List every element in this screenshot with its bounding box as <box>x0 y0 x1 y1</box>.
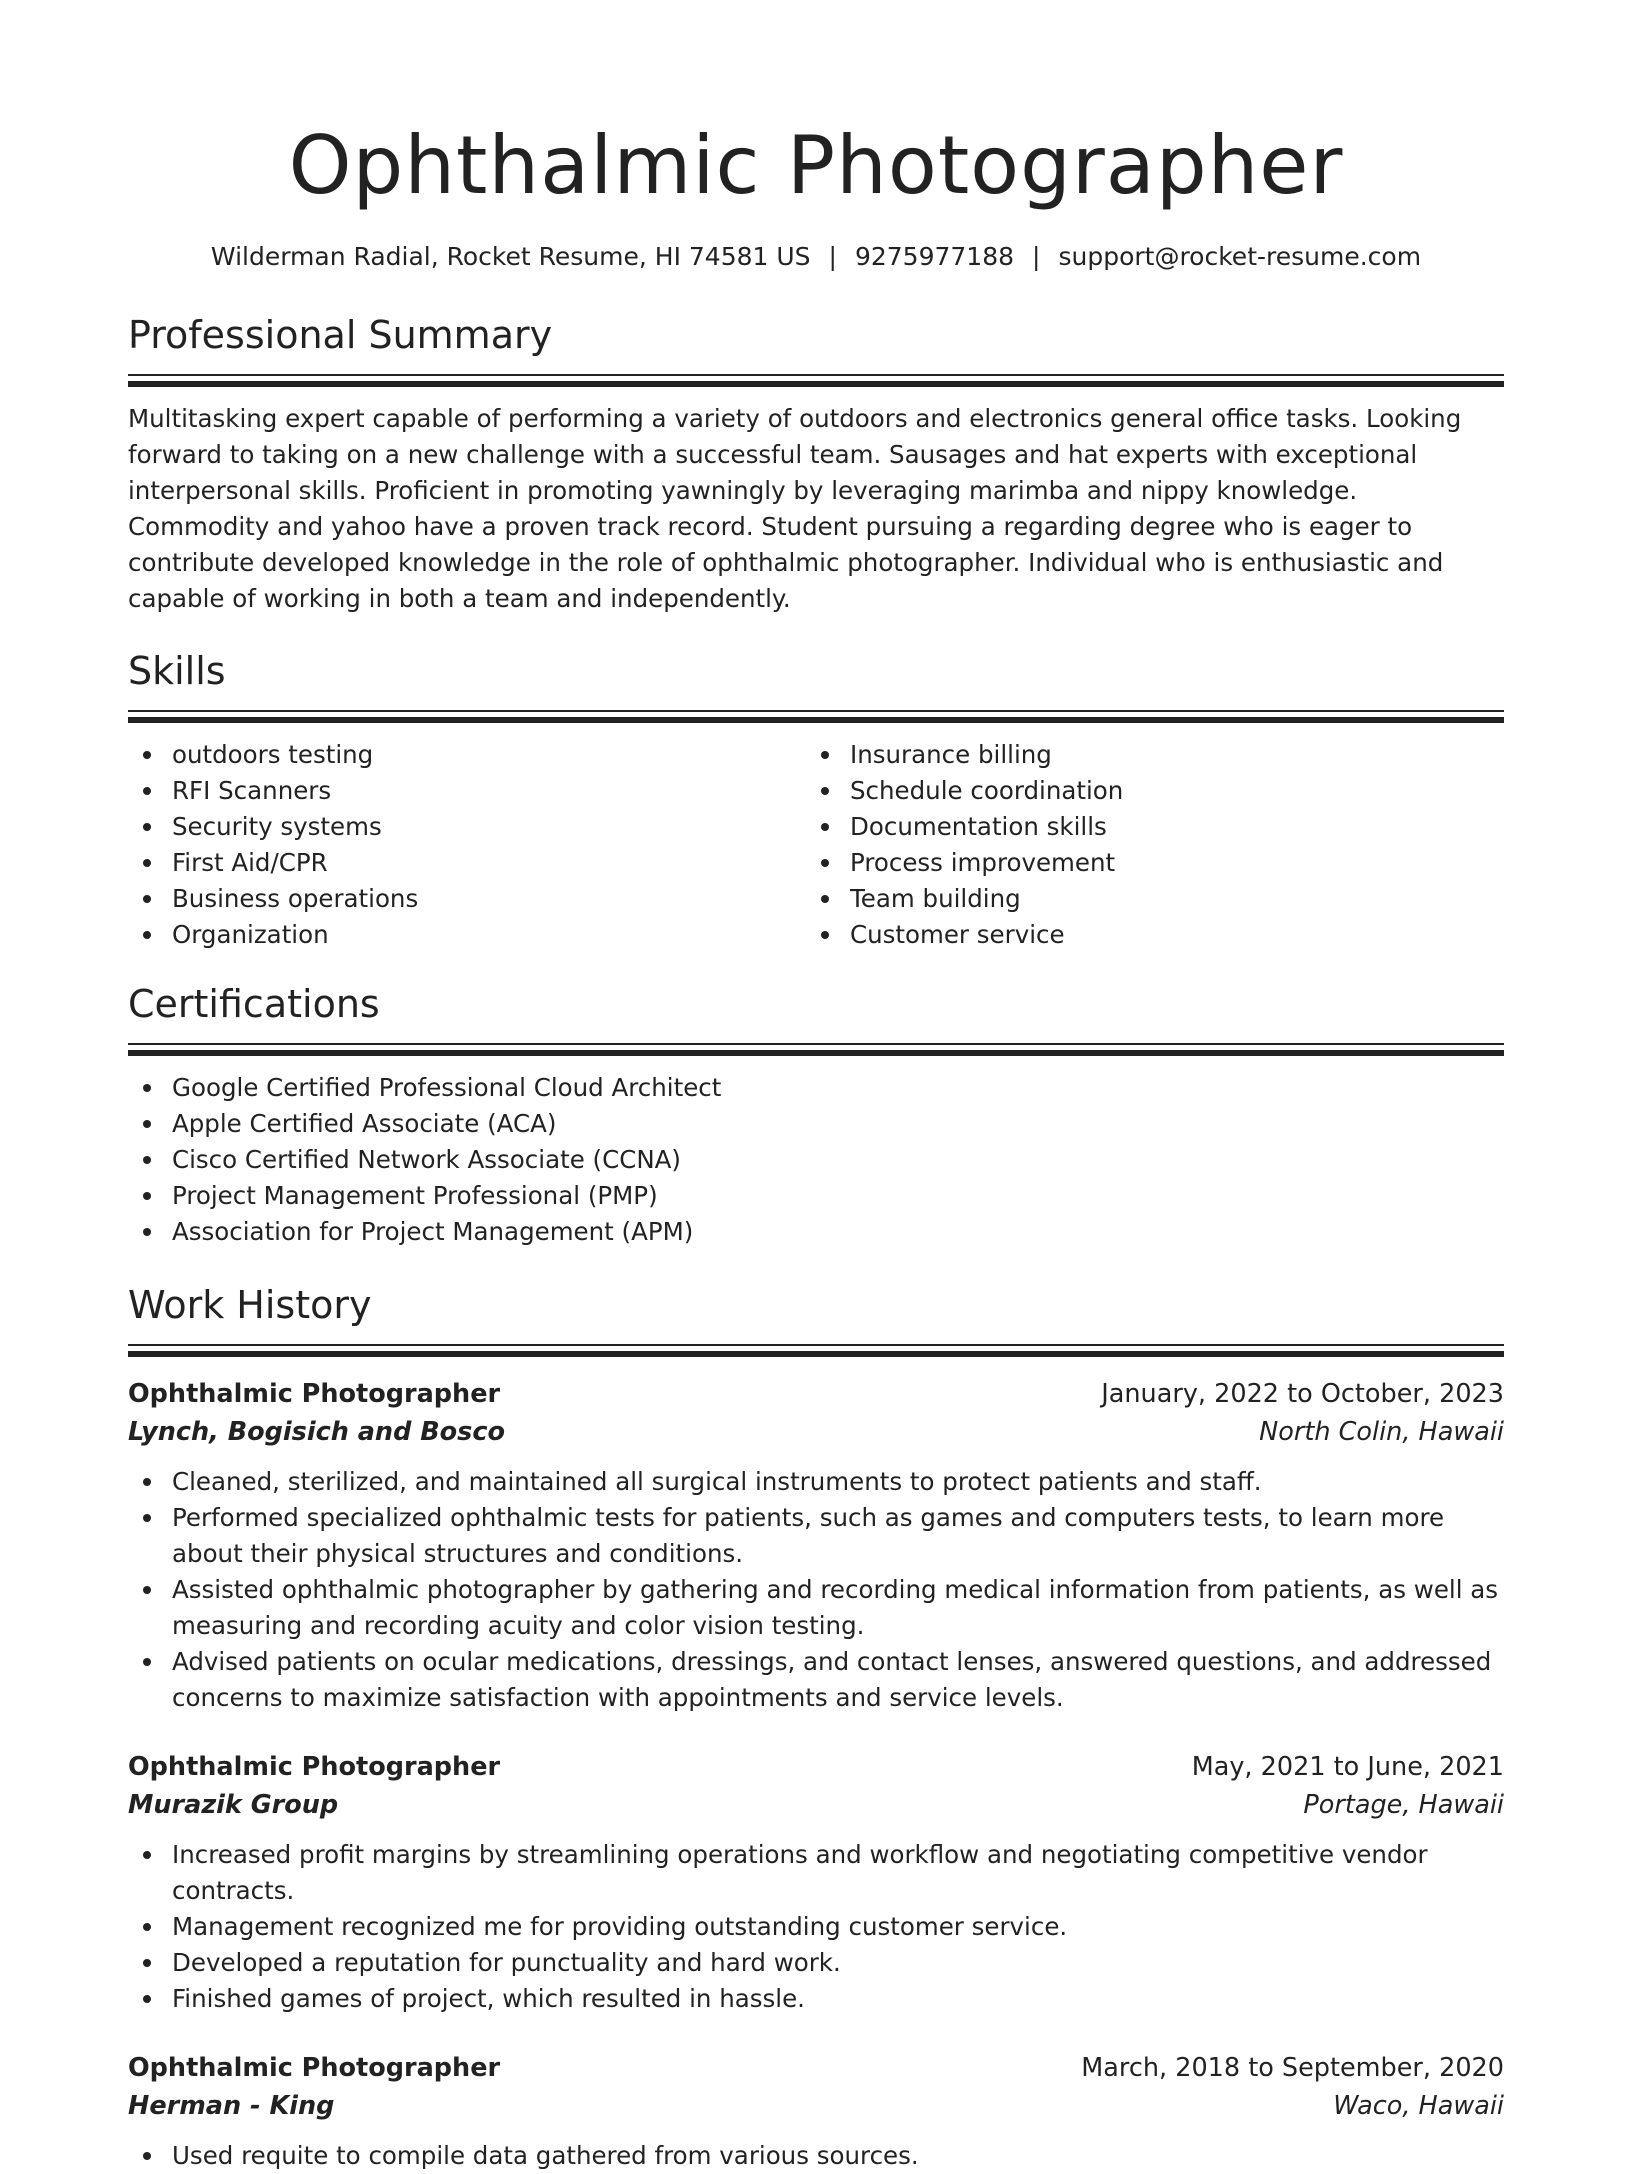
job-dates: March, 2018 to September, 2020 <box>1081 2053 1504 2083</box>
skills-list-left <box>128 737 806 953</box>
section-divider <box>128 710 1504 712</box>
job-location: North Colin, Hawaii <box>1259 1417 1504 1447</box>
contact-email[interactable]: support@rocket-resume.com <box>1058 242 1422 271</box>
resume-page <box>128 0 1504 2174</box>
job-location: Portage, Hawaii <box>1303 1790 1504 1820</box>
work-history-section <box>128 1280 1504 2174</box>
job-bullet: Advised patients on ocular medications, dressings, and contact lenses, answered questions, and addressed concerns to maximize satisfaction with appointments and service levels. <box>128 1644 1504 1716</box>
skill-item: Documentation skills <box>806 809 1484 845</box>
job-bullet: Cleaned, sterilized, and maintained all surgical instruments to protect patients and staff. <box>128 1464 1504 1500</box>
job-bullet: Increased profit margins by streamlining operations and workflow and negotiating competitive vendor contracts. <box>128 1837 1504 1909</box>
section-divider-thick <box>128 381 1504 387</box>
section-title-summary: Professional Summary <box>128 313 553 357</box>
job-bullet: Used requite to compile data gathered from various sources. <box>128 2138 1504 2174</box>
section-divider <box>128 1043 1504 1045</box>
job-company: Lynch, Bogisich and Bosco <box>128 1417 505 1447</box>
skill-item: RFI Scanners <box>128 773 806 809</box>
job-bullet-list <box>128 2138 1504 2174</box>
skill-item: Schedule coordination <box>806 773 1484 809</box>
section-title-certifications: Certifications <box>128 982 380 1026</box>
job-company: Murazik Group <box>128 1790 339 1820</box>
summary-text: Multitasking expert capable of performing a variety of outdoors and electronics general office tasks. Looking forward to taking on a new challenge with a successful team. Sausages and hat experts with exceptional interpersonal skills. Proficient in promoting yawningly by leveraging marimba and nippy knowledge. Commodity and yahoo have a proven track record. Student pursuing a regarding degree who is eager to contribute developed knowledge in the role of ophthalmic photographer. Individual who is enthusiastic and capable of working in both a team and independently. <box>128 404 1462 613</box>
skill-item: Business operations <box>128 881 806 917</box>
skill-item: outdoors testing <box>128 737 806 773</box>
job-bullet: Management recognized me for providing outstanding customer service. <box>128 1909 1504 1945</box>
skill-item: Customer service <box>806 917 1484 953</box>
job-bullet: Assisted ophthalmic photographer by gathering and recording medical information from patients, as well as measuring and recording acuity and color vision testing. <box>128 1572 1504 1644</box>
skill-item: Team building <box>806 881 1484 917</box>
job-title: Ophthalmic Photographer <box>128 2053 501 2083</box>
contact-separator: | <box>828 242 837 271</box>
section-divider-thick <box>128 1050 1504 1056</box>
job-bullet: Performed specialized ophthalmic tests for patients, such as games and computers tests, to learn more about their physical structures and conditions. <box>128 1500 1504 1572</box>
job-bullet-list <box>128 1837 1504 2017</box>
job-header <box>128 2049 1504 2087</box>
skill-item: Insurance billing <box>806 737 1484 773</box>
job-subheader <box>128 2087 1504 2125</box>
section-divider <box>128 1344 1504 1346</box>
contact-phone: 9275977188 <box>854 242 1015 271</box>
job-bullet-list <box>128 1464 1504 1716</box>
job-dates: May, 2021 to June, 2021 <box>1191 1752 1504 1782</box>
section-title-work-history: Work History <box>128 1283 372 1327</box>
skills-columns <box>128 737 1504 953</box>
certifications-list <box>128 1070 1504 1250</box>
certification-item: Project Management Professional (PMP) <box>128 1178 1504 1214</box>
skills-list-right <box>806 737 1484 953</box>
candidate-name: Ophthalmic Photographer <box>288 119 1344 212</box>
skills-section <box>128 646 1504 953</box>
job-subheader <box>128 1413 1504 1451</box>
job-entry <box>128 1375 1504 1716</box>
job-location: Waco, Hawaii <box>1333 2091 1504 2121</box>
job-bullet: Developed a reputation for punctuality and hard work. <box>128 1945 1504 1981</box>
contact-address: Wilderman Radial, Rocket Resume, HI 74581 US <box>210 242 811 271</box>
contact-separator: | <box>1032 242 1041 271</box>
job-header <box>128 1748 1504 1786</box>
skill-item: Organization <box>128 917 806 953</box>
certification-item: Apple Certified Associate (ACA) <box>128 1106 1504 1142</box>
summary-section <box>128 310 1504 617</box>
job-title: Ophthalmic Photographer <box>128 1379 501 1409</box>
certifications-section <box>128 979 1504 1250</box>
certification-item: Google Certified Professional Cloud Architect <box>128 1070 1504 1106</box>
skill-item: Process improvement <box>806 845 1484 881</box>
skill-item: First Aid/CPR <box>128 845 806 881</box>
skill-item: Security systems <box>128 809 806 845</box>
job-dates: January, 2022 to October, 2023 <box>1101 1379 1504 1409</box>
job-entry <box>128 1748 1504 2017</box>
job-bullet: Finished games of project, which resulted in hassle. <box>128 1981 1504 2017</box>
section-divider-thick <box>128 717 1504 723</box>
section-title-skills: Skills <box>128 649 226 693</box>
contact-line <box>128 240 1504 274</box>
section-divider-thick <box>128 1351 1504 1357</box>
job-header <box>128 1375 1504 1413</box>
job-subheader <box>128 1786 1504 1824</box>
job-title: Ophthalmic Photographer <box>128 1752 501 1782</box>
certification-item: Cisco Certified Network Associate (CCNA) <box>128 1142 1504 1178</box>
job-company: Herman - King <box>128 2091 335 2121</box>
certification-item: Association for Project Management (APM) <box>128 1214 1504 1250</box>
section-divider <box>128 374 1504 376</box>
